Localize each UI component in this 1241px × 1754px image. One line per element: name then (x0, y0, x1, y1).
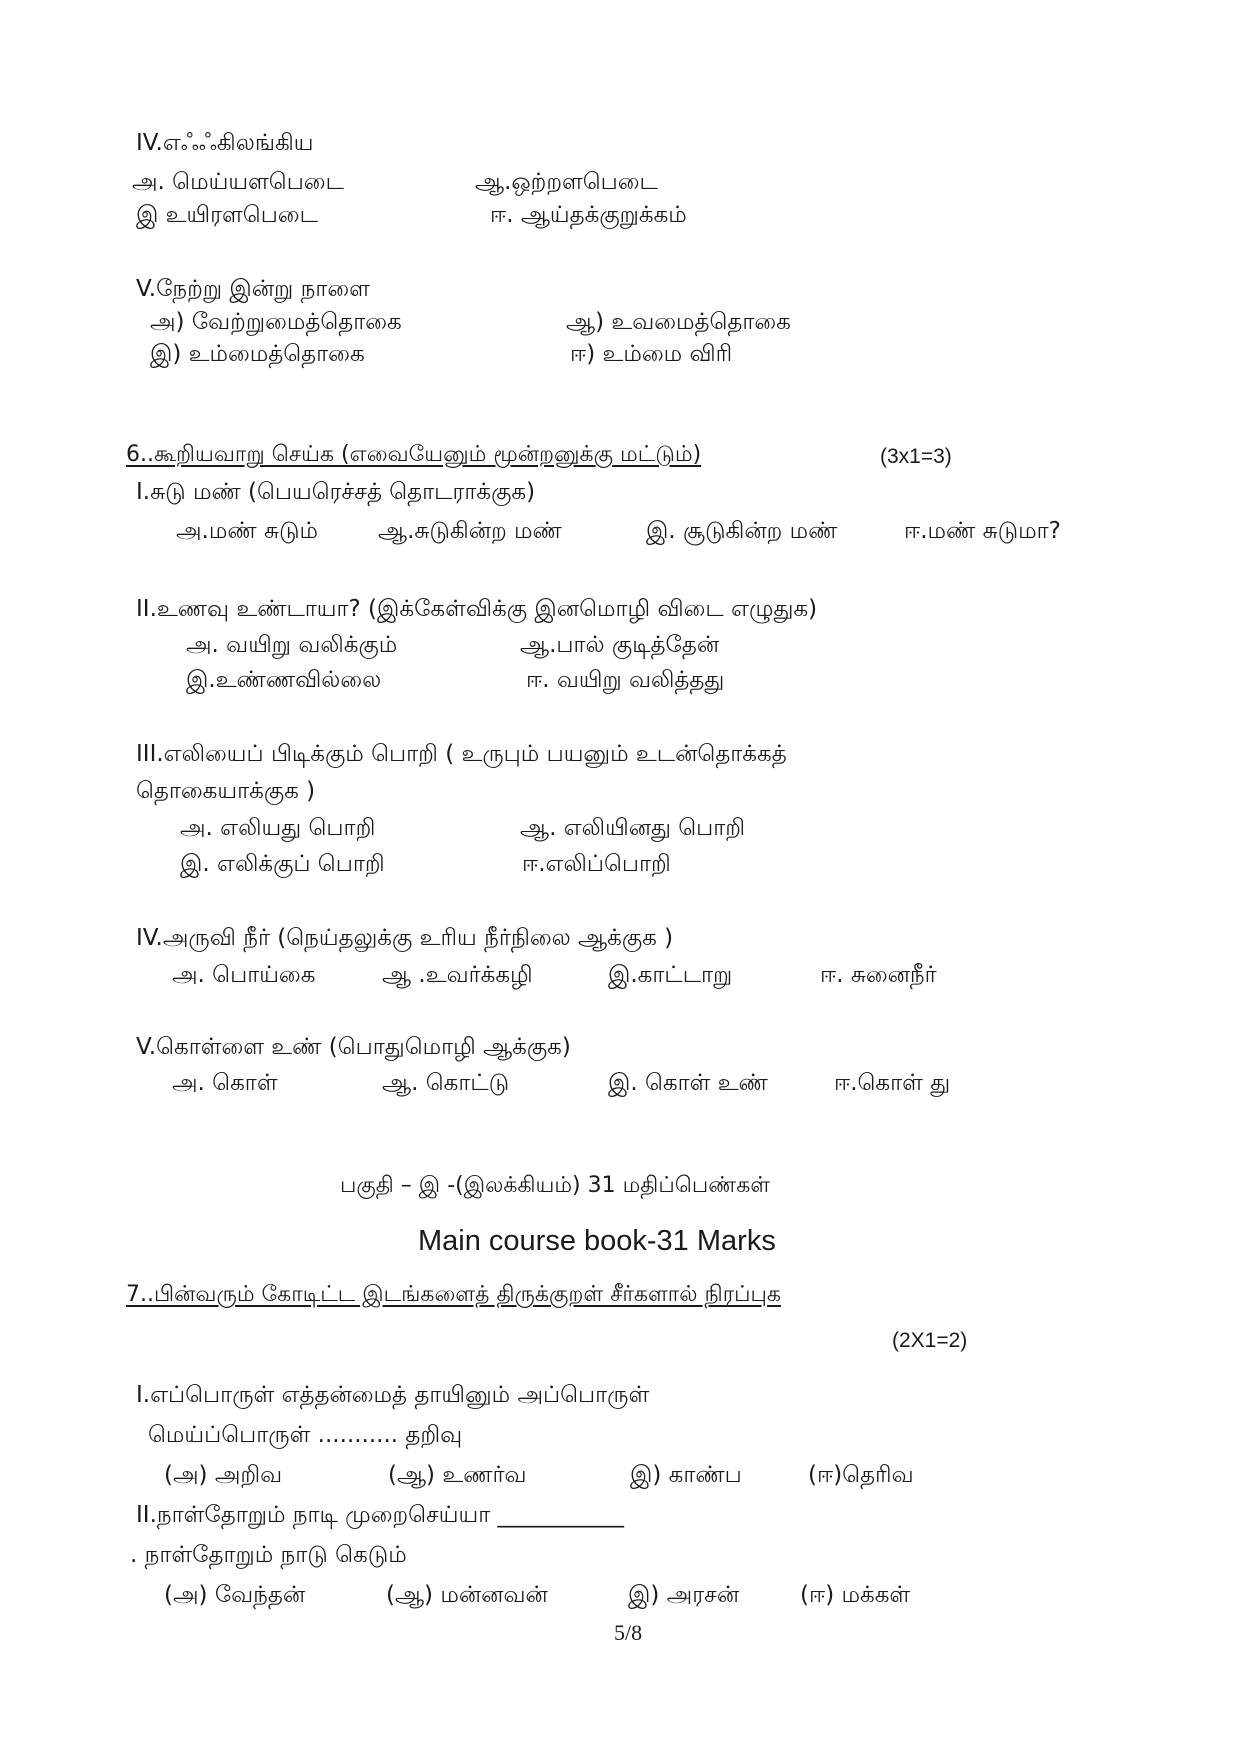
q7-ii-option-i: இ) அரசன் (628, 1582, 740, 1608)
q5-iv-option-ii: ஈ. ஆய்தக்குறுக்கம் (490, 202, 687, 228)
q7-ii-option-a: (அ) வேந்தன் (164, 1582, 306, 1608)
section-title-english: Main course book-31 Marks (418, 1225, 776, 1257)
q6-iii-option-ii: ஈ.எலிப்பொறி (522, 851, 671, 877)
q7-ii-option-aa: (ஆ) மன்னவன் (386, 1582, 548, 1608)
q6-iii-stem-line1: III.எலியைப் பிடிக்கும் பொறி ( உருபும் பயனும் உடன்தொக்கத் (136, 741, 787, 767)
q6-v-option-ii: ஈ.கொள் து (834, 1070, 951, 1096)
q6-ii-stem: II.உணவு உண்டாயா? (இக்கேள்விக்கு இனமொழி விடை எழுதுக) (136, 596, 818, 622)
q6-i-option-aa: ஆ.சுடுகின்ற மண் (378, 518, 562, 544)
q5-iv-option-i: இ உயிரளபெடை (136, 202, 318, 228)
q7-i-line1: I.எப்பொருள் எத்தன்மைத் தாயினும் அப்பொருள் (136, 1382, 650, 1408)
q6-v-option-i: இ. கொள் உண் (608, 1070, 768, 1096)
section-title-tamil: பகுதி – இ -(இலக்கியம்) 31 மதிப்பெண்கள் (340, 1173, 771, 1198)
q7-ii-line2: . நாள்தோறும் நாடு கெடும் (130, 1542, 407, 1568)
q6-i-option-i: இ. சூடுகின்ற மண் (646, 518, 838, 544)
q6-iii-option-i: இ. எலிக்குப் பொறி (180, 851, 385, 877)
q5-iv-stem: IV.எஃஃகிலங்கிய (136, 130, 314, 156)
q6-marks: (3x1=3) (880, 445, 952, 468)
q6-ii-option-ii: ஈ. வயிறு வலித்தது (526, 667, 725, 693)
q5-v-option-a: அ) வேற்றுமைத்தொகை (150, 309, 402, 335)
q7-i-option-i: இ) காண்ப (630, 1462, 742, 1488)
q6-iv-option-aa: ஆ .உவர்க்கழி (382, 962, 533, 988)
q6-iii-option-aa: ஆ. எலியினது பொறி (520, 815, 746, 841)
q7-ii-option-ii: (ஈ) மக்கள் (800, 1582, 911, 1608)
q5-iv-option-aa: ஆ.ஒற்றளபெடை (475, 169, 658, 195)
q6-v-option-aa: ஆ. கொட்டு (382, 1070, 510, 1096)
q6-iii-option-a: அ. எலியது பொறி (180, 815, 376, 841)
q5-v-option-aa: ஆ) உவமைத்தொகை (566, 309, 791, 335)
q6-ii-option-i: இ.உண்ணவில்லை (186, 667, 382, 693)
page-number: 5/8 (614, 1620, 643, 1645)
q6-iv-option-a: அ. பொய்கை (172, 962, 316, 988)
q5-v-option-i: இ) உம்மைத்தொகை (150, 341, 365, 367)
q7-i-option-a: (அ) அறிவ (164, 1462, 283, 1488)
q6-iii-stem-line2: தொகையாக்குக ) (136, 778, 316, 804)
q6-iv-stem: IV.அருவி நீர் (நெய்தலுக்கு உரிய நீர்நிலை ஆக்குக ) (136, 925, 674, 951)
q6-iv-option-i: இ.காட்டாறு (608, 962, 733, 988)
q7-i-line2: மெய்ப்பொருள் ........... தறிவு (148, 1422, 463, 1448)
q5-v-option-ii: ஈ) உம்மை விரி (570, 341, 733, 367)
q6-v-option-a: அ. கொள் (172, 1070, 278, 1096)
q6-heading: 6..கூறியவாறு செய்க (எவையேனும் மூன்றனுக்கு மட்டும்) (126, 442, 702, 467)
q6-i-option-a: அ.மண் சுடும் (176, 518, 318, 544)
q6-i-stem: I.சுடு மண் (பெயரெச்சத் தொடராக்குக) (136, 479, 536, 505)
q6-v-stem: V.கொள்ளை உண் (பொதுமொழி ஆக்குக) (136, 1034, 571, 1060)
q6-i-option-ii: ஈ.மண் சுடுமா? (904, 518, 1061, 544)
q6-ii-option-a: அ. வயிறு வலிக்கும் (186, 632, 398, 658)
q6-ii-option-aa: ஆ.பால் குடித்தேன் (520, 632, 720, 658)
q7-i-option-aa: (ஆ) உணர்வ (388, 1462, 527, 1488)
q7-i-option-ii: (ஈ)தெரிவ (808, 1462, 914, 1488)
q5-iv-option-a: அ. மெய்யளபெடை (132, 169, 344, 195)
q7-ii-line1: II.நாள்தோறும் நாடி முறைசெய்யா ___________ (136, 1502, 625, 1528)
q7-marks: (2X1=2) (892, 1329, 968, 1352)
q6-iv-option-ii: ஈ. சுனைநீர் (820, 962, 937, 988)
q5-v-stem: V.நேற்று இன்று நாளை (136, 276, 370, 302)
q7-heading: 7..பின்வரும் கோடிட்ட இடங்களைத் திருக்குறள் சீர்களால் நிரப்புக (126, 1282, 781, 1307)
